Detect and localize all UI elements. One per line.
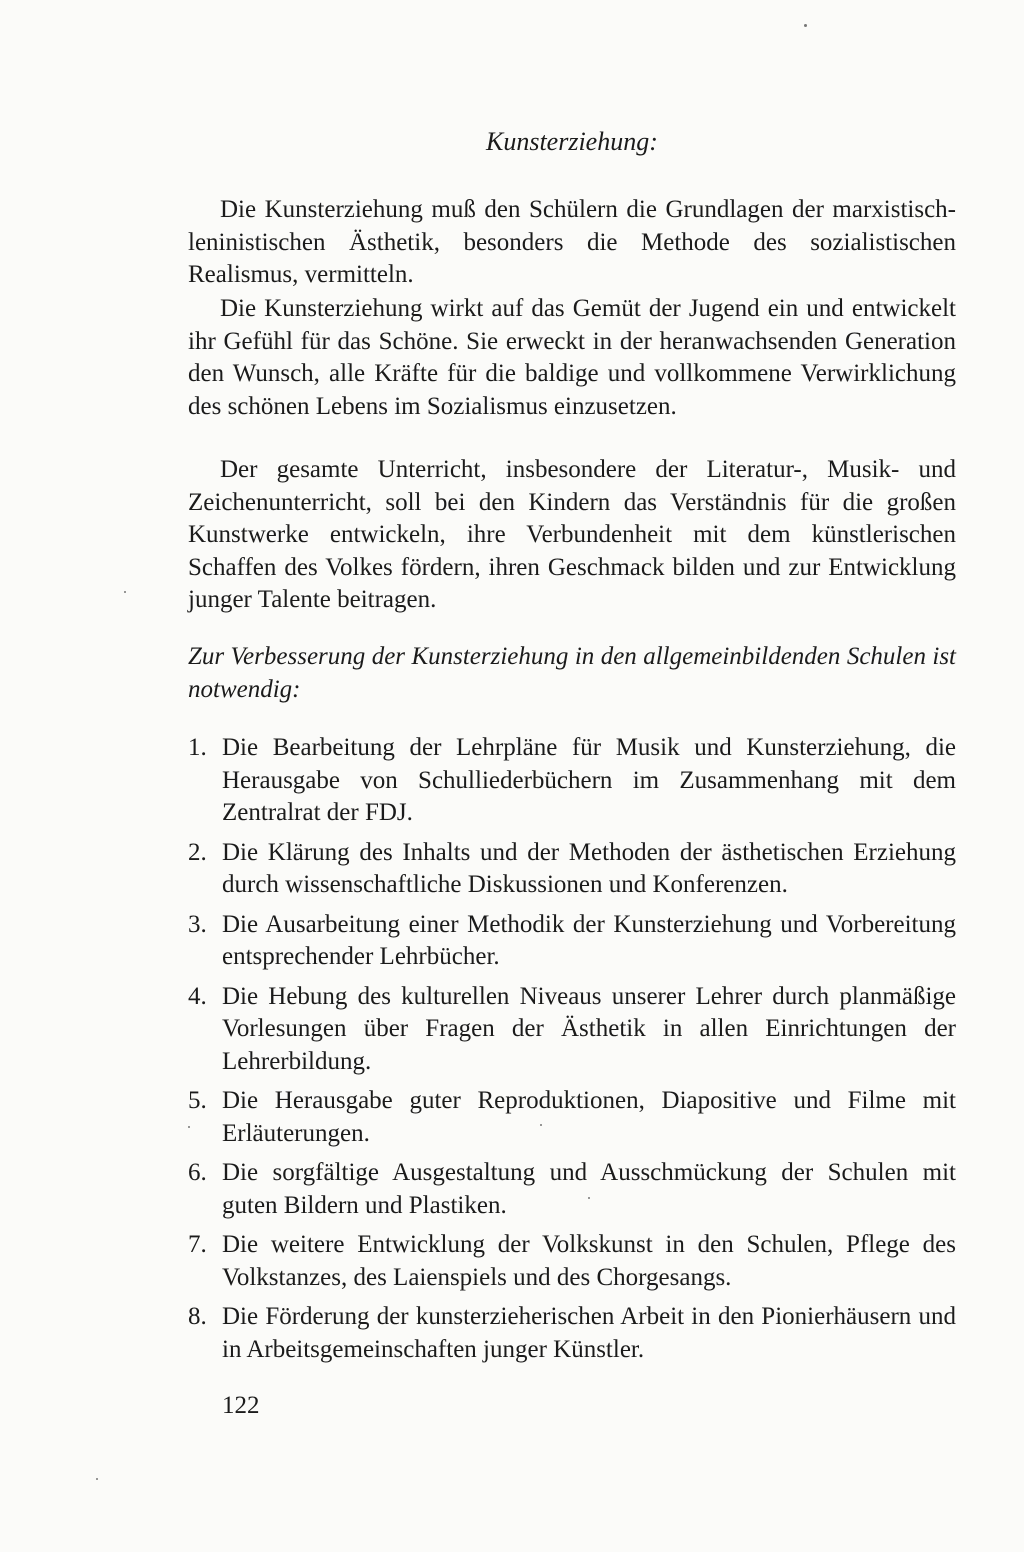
list-item-text: Die Ausarbeitung einer Methodik der Kunsterziehung und Vorbereitung entsprechender Lehrbücher. [222, 910, 956, 970]
list-item-number: 1. [188, 734, 207, 761]
list-item-number: 6. [188, 1159, 207, 1186]
list-item [188, 1229, 956, 1294]
list-item [188, 732, 956, 830]
paragraph-1: Die Kunsterziehung muß den Schülern die Grundlagen der marxistisch-leninistischen Ästhetik, besonders die Methode des sozialistischen Realismus, vermitteln. [188, 196, 956, 288]
list-item-number: 5. [188, 1087, 207, 1114]
list-item-number: 3. [188, 910, 207, 938]
list-item-number: 8. [188, 1303, 207, 1330]
list-item [188, 981, 956, 1079]
scan-speck [124, 591, 126, 593]
paragraph-3: Der gesamte Unterricht, insbesondere der Literatur-, Musik- und Zeichenunterricht, soll bei den Kindern das Verständnis für die großen Kunstwerke entwickeln, ihre Verbundenheit mit dem künstlerischen Schaffen des Volkes fördern, ihren Geschmack bilden und zur Entwicklung junger Talente beitragen. [188, 456, 956, 613]
list-item [188, 1157, 956, 1222]
list-item-text: Die sorgfältige Ausgestaltung und Ausschmückung der Schulen mit guten Bildern und Plastiken. [222, 1159, 956, 1219]
list-item-text: Die Förderung der kunsterzieherischen Arbeit in den Pionierhäusern und in Arbeitsgemeinschaften junger Künstler. [222, 1303, 956, 1363]
measures-list [188, 732, 956, 1373]
list-item-text: Die Herausgabe guter Reproduktionen, Diapositive und Filme mit Erläuterungen. [222, 1087, 956, 1147]
list-item [188, 1085, 956, 1150]
list-item [188, 837, 956, 902]
scan-speck [588, 1197, 590, 1199]
list-item-text: Die Bearbeitung der Lehrpläne für Musik und Kunsterziehung, die Herausgabe von Schulliederbüchern im Zusammenhang mit dem Zentralrat der FDJ. [222, 734, 956, 826]
scan-speck [96, 1478, 98, 1480]
list-item-number: 7. [188, 1231, 207, 1258]
list-item-number: 4. [188, 982, 207, 1010]
list-intro-heading: Zur Verbesserung der Kunsterziehung in den allgemeinbildenden Schulen ist notwendig: [188, 643, 956, 703]
scan-speck [804, 24, 807, 27]
section-heading: Kunsterziehung: [486, 127, 658, 156]
scan-speck [188, 1126, 190, 1128]
paragraph-2: Die Kunsterziehung wirkt auf das Gemüt der Jugend ein und entwickelt ihr Gefühl für das Schöne. Sie erweckt in der heranwachsenden Generation den Wunsch, alle Kräfte für die baldige und vollkommene Verwirklichung des schönen Lebens im Sozialismus einzusetzen. [188, 295, 956, 420]
list-item-text: Die Klärung des Inhalts und der Methoden der ästhetischen Erziehung durch wissenschaftliche Diskussionen und Konferenzen. [222, 838, 956, 898]
list-item [188, 909, 956, 974]
list-item [188, 1301, 956, 1366]
scan-speck [540, 1124, 542, 1126]
list-item-text: Die weitere Entwicklung der Volkskunst in den Schulen, Pflege des Volkstanzes, des Laienspiels und des Chorgesangs. [222, 1231, 956, 1291]
list-item-number: 2. [188, 838, 207, 866]
page-number: 122 [222, 1392, 260, 1419]
list-item-text: Die Hebung des kulturellen Niveaus unserer Lehrer durch planmäßige Vorlesungen über Fragen der Ästhetik in allen Einrichtungen der Lehrerbildung. [222, 982, 956, 1075]
